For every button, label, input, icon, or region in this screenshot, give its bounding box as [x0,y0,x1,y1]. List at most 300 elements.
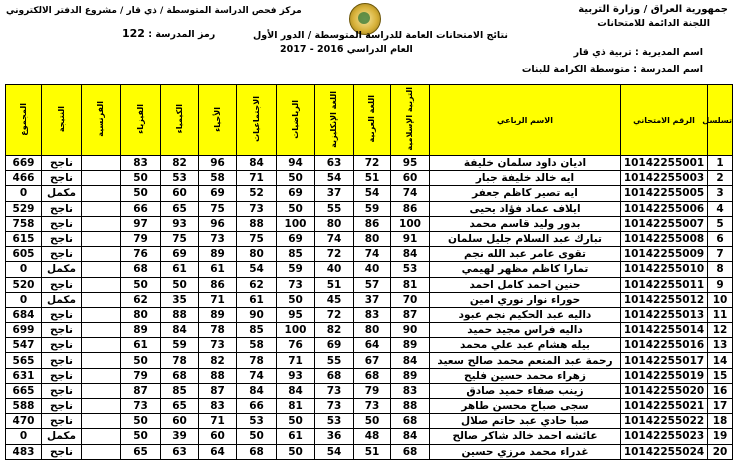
cell-exam-no: 10142255023 [621,429,708,444]
cell-seq: 10 [708,292,733,307]
cell-seq: 18 [708,414,733,429]
cell-physics: 89 [121,323,161,338]
cell-seq: 19 [708,429,733,444]
cell-exam-no: 10142255021 [621,399,708,414]
cell-physics: 66 [121,201,161,216]
cell-name: رحمة عبد المنعم محمد صالح سعيد [430,353,621,368]
cell-islamic: 53 [391,262,430,277]
cell-math: 93 [277,368,315,383]
cell-chemistry: 68 [161,368,199,383]
cell-physics: 61 [121,338,161,353]
cell-result: مكمل [42,292,82,307]
cell-biology: 75 [199,201,237,216]
cell-math: 50 [277,201,315,216]
cell-french [82,292,121,307]
cell-arabic: 86 [354,216,391,231]
cell-social: 90 [237,307,277,322]
cell-islamic: 84 [391,353,430,368]
cell-result: مكمل [42,429,82,444]
cell-math: 100 [277,323,315,338]
cell-english: 74 [315,231,354,246]
cell-total: 669 [6,156,42,171]
table-row [6,414,733,429]
cell-biology: 71 [199,292,237,307]
cell-arabic: 68 [354,368,391,383]
school-code-label: رمز المدرسة : [148,29,216,40]
cell-physics: 79 [121,368,161,383]
cell-arabic: 54 [354,186,391,201]
cell-social: 58 [237,338,277,353]
cell-seq: 7 [708,247,733,262]
cell-chemistry: 78 [161,353,199,368]
cell-biology: 60 [199,429,237,444]
cell-name: غدراء محمد مرزي حسين [430,444,621,459]
cell-name: تمارا كاظم مظهر لهيمي [430,262,621,277]
cell-name: اديان داود سلمان خليفة [430,156,621,171]
cell-result: ناجح [42,231,82,246]
header-school: اسم المدرسة : متوسطة الكرامة للبنات [521,64,703,75]
cell-total: 631 [6,368,42,383]
cell-total: 758 [6,216,42,231]
header-ministry: جمهورية العراق / وزارة التربية [578,4,728,15]
cell-social: 53 [237,414,277,429]
cell-math: 81 [277,399,315,414]
cell-exam-no: 10142255007 [621,216,708,231]
cell-total: 483 [6,444,42,459]
cell-name: بدور وليد قاسم محمد [430,216,621,231]
col-exam-no: الرقم الامتحاني [621,85,708,156]
cell-french [82,171,121,186]
cell-biology: 88 [199,368,237,383]
cell-chemistry: 39 [161,429,199,444]
cell-french [82,201,121,216]
cell-islamic: 68 [391,444,430,459]
cell-biology: 87 [199,383,237,398]
cell-chemistry: 93 [161,216,199,231]
cell-islamic: 86 [391,201,430,216]
cell-name: صبا حادي عبد حاتم صلال [430,414,621,429]
school-code-value: 122 [122,27,145,40]
cell-name: سجى صباح محسن طاهر [430,399,621,414]
header-directorate: اسم المديرية : تربية ذي قار [573,47,703,58]
cell-arabic: 79 [354,383,391,398]
cell-name: بيله هشام عبد علي محمد [430,338,621,353]
cell-exam-no: 10142255022 [621,414,708,429]
col-islamic: التربية الإسلامية [391,85,430,156]
cell-math: 59 [277,262,315,277]
cell-physics: 80 [121,307,161,322]
cell-arabic: 74 [354,247,391,262]
table-row [6,444,733,459]
cell-biology: 61 [199,262,237,277]
cell-islamic: 91 [391,231,430,246]
cell-exam-no: 10142255024 [621,444,708,459]
cell-seq: 14 [708,353,733,368]
cell-result: ناجح [42,399,82,414]
cell-islamic: 70 [391,292,430,307]
cell-seq: 8 [708,262,733,277]
cell-english: 72 [315,247,354,262]
cell-total: 0 [6,429,42,444]
cell-exam-no: 10142255006 [621,201,708,216]
cell-biology: 78 [199,323,237,338]
cell-english: 73 [315,383,354,398]
cell-name: داليه عبد الحكيم نجم عبود [430,307,621,322]
col-math: الرياضيات [277,85,315,156]
cell-biology: 96 [199,216,237,231]
cell-english: 72 [315,307,354,322]
cell-physics: 50 [121,277,161,292]
cell-chemistry: 50 [161,277,199,292]
cell-seq: 16 [708,383,733,398]
cell-name: ايه خالد خليفة جبار [430,171,621,186]
cell-result: ناجح [42,353,82,368]
cell-total: 588 [6,399,42,414]
cell-arabic: 37 [354,292,391,307]
cell-exam-no: 10142255011 [621,277,708,292]
cell-english: 80 [315,216,354,231]
cell-chemistry: 35 [161,292,199,307]
table-row [6,277,733,292]
cell-name: حنين احمد كامل احمد [430,277,621,292]
cell-social: 71 [237,171,277,186]
cell-math: 71 [277,353,315,368]
cell-arabic: 57 [354,277,391,292]
cell-seq: 9 [708,277,733,292]
cell-seq: 3 [708,186,733,201]
cell-math: 94 [277,156,315,171]
table-row [6,399,733,414]
col-physics: الفيزياء [121,85,161,156]
cell-exam-no: 10142255017 [621,353,708,368]
table-row [6,247,733,262]
cell-physics: 83 [121,156,161,171]
cell-total: 470 [6,414,42,429]
cell-physics: 79 [121,231,161,246]
cell-french [82,307,121,322]
cell-exam-no: 10142255020 [621,383,708,398]
cell-social: 66 [237,399,277,414]
cell-chemistry: 75 [161,231,199,246]
cell-social: 85 [237,323,277,338]
cell-french [82,444,121,459]
cell-biology: 69 [199,186,237,201]
header-results-title: نتائج الامتحانات العامة للدراسة المتوسطة / الدور الأول [253,30,508,41]
cell-arabic: 51 [354,444,391,459]
cell-result: ناجح [42,216,82,231]
cell-math: 84 [277,383,315,398]
cell-exam-no: 10142255001 [621,156,708,171]
cell-seq: 5 [708,216,733,231]
cell-math: 85 [277,247,315,262]
table-row [6,368,733,383]
table-row [6,353,733,368]
cell-physics: 50 [121,353,161,368]
cell-biology: 89 [199,307,237,322]
cell-biology: 89 [199,247,237,262]
cell-arabic: 83 [354,307,391,322]
cell-biology: 82 [199,353,237,368]
cell-chemistry: 88 [161,307,199,322]
cell-islamic: 74 [391,186,430,201]
cell-biology: 73 [199,338,237,353]
cell-french [82,353,121,368]
cell-result: ناجح [42,201,82,216]
cell-physics: 73 [121,399,161,414]
cell-name: زينب صفاء حميد صادق [430,383,621,398]
cell-name: تقوى عامر عبد الله نجم [430,247,621,262]
cell-biology: 96 [199,156,237,171]
cell-chemistry: 60 [161,186,199,201]
cell-total: 466 [6,171,42,186]
cell-seq: 17 [708,399,733,414]
cell-islamic: 88 [391,399,430,414]
cell-islamic: 89 [391,368,430,383]
cell-math: 100 [277,216,315,231]
cell-arabic: 67 [354,353,391,368]
cell-name: حوراء نوار نوري امين [430,292,621,307]
cell-islamic: 84 [391,247,430,262]
table-row [6,156,733,171]
cell-french [82,186,121,201]
cell-total: 547 [6,338,42,353]
cell-chemistry: 65 [161,399,199,414]
cell-french [82,383,121,398]
cell-english: 54 [315,171,354,186]
cell-result: ناجح [42,277,82,292]
cell-exam-no: 10142255012 [621,292,708,307]
cell-social: 52 [237,186,277,201]
cell-arabic: 80 [354,231,391,246]
cell-social: 88 [237,216,277,231]
cell-math: 95 [277,307,315,322]
cell-arabic: 59 [354,201,391,216]
cell-chemistry: 84 [161,323,199,338]
col-biology: الأحياء [199,85,237,156]
cell-seq: 6 [708,231,733,246]
cell-result: مكمل [42,262,82,277]
col-name: الاسم الرباعي [430,85,621,156]
cell-physics: 62 [121,292,161,307]
cell-physics: 68 [121,262,161,277]
cell-physics: 50 [121,171,161,186]
cell-math: 50 [277,171,315,186]
cell-chemistry: 61 [161,262,199,277]
results-table [5,84,733,460]
cell-math: 73 [277,277,315,292]
cell-name: داليه فراس مجيد حميد [430,323,621,338]
cell-physics: 76 [121,247,161,262]
cell-french [82,414,121,429]
cell-islamic: 90 [391,323,430,338]
col-french: الفرنسية [82,85,121,156]
cell-islamic: 95 [391,156,430,171]
cell-arabic: 50 [354,414,391,429]
cell-result: ناجح [42,414,82,429]
cell-biology: 58 [199,171,237,186]
cell-social: 68 [237,444,277,459]
cell-social: 73 [237,201,277,216]
cell-social: 62 [237,277,277,292]
cell-french [82,368,121,383]
cell-social: 54 [237,262,277,277]
cell-arabic: 51 [354,171,391,186]
cell-english: 37 [315,186,354,201]
cell-total: 565 [6,353,42,368]
cell-chemistry: 63 [161,444,199,459]
table-row [6,216,733,231]
cell-social: 75 [237,231,277,246]
cell-english: 36 [315,429,354,444]
cell-seq: 15 [708,368,733,383]
col-chemistry: الكيمياء [161,85,199,156]
cell-math: 69 [277,186,315,201]
cell-seq: 11 [708,307,733,322]
cell-english: 73 [315,399,354,414]
cell-name: ايلاف عماد فؤاد يحيى [430,201,621,216]
cell-arabic: 72 [354,156,391,171]
cell-physics: 50 [121,414,161,429]
cell-seq: 20 [708,444,733,459]
cell-social: 50 [237,429,277,444]
table-row [6,262,733,277]
cell-english: 63 [315,156,354,171]
cell-total: 0 [6,186,42,201]
cell-french [82,429,121,444]
cell-exam-no: 10142255013 [621,307,708,322]
col-total: المجموع [6,85,42,156]
table-row [6,201,733,216]
cell-physics: 50 [121,186,161,201]
cell-exam-no: 10142255009 [621,247,708,262]
cell-english: 68 [315,368,354,383]
cell-total: 699 [6,323,42,338]
cell-exam-no: 10142255019 [621,368,708,383]
cell-social: 84 [237,383,277,398]
cell-social: 84 [237,156,277,171]
cell-islamic: 89 [391,338,430,353]
cell-islamic: 87 [391,307,430,322]
cell-physics: 65 [121,444,161,459]
cell-arabic: 40 [354,262,391,277]
cell-chemistry: 85 [161,383,199,398]
cell-french [82,216,121,231]
cell-biology: 73 [199,231,237,246]
cell-physics: 87 [121,383,161,398]
cell-physics: 50 [121,429,161,444]
cell-french [82,156,121,171]
cell-biology: 71 [199,414,237,429]
cell-french [82,277,121,292]
cell-chemistry: 53 [161,171,199,186]
cell-exam-no: 10142255005 [621,186,708,201]
cell-math: 76 [277,338,315,353]
cell-total: 684 [6,307,42,322]
cell-english: 51 [315,277,354,292]
cell-french [82,338,121,353]
cell-english: 69 [315,338,354,353]
cell-french [82,323,121,338]
cell-math: 50 [277,444,315,459]
cell-total: 520 [6,277,42,292]
cell-french [82,262,121,277]
cell-islamic: 100 [391,216,430,231]
cell-seq: 1 [708,156,733,171]
col-english: اللغة الإنكليزية [315,85,354,156]
cell-chemistry: 65 [161,201,199,216]
cell-english: 55 [315,201,354,216]
cell-exam-no: 10142255008 [621,231,708,246]
cell-exam-no: 10142255014 [621,323,708,338]
table-row [6,186,733,201]
cell-chemistry: 69 [161,247,199,262]
cell-total: 529 [6,201,42,216]
cell-math: 50 [277,414,315,429]
table-row [6,171,733,186]
cell-physics: 97 [121,216,161,231]
header-committee: اللجنة الدائمة للامتحانات [597,18,710,29]
header-academic-year: العام الدراسي 2016 - 2017 [280,44,413,55]
cell-result: ناجح [42,338,82,353]
table-row [6,307,733,322]
cell-seq: 4 [708,201,733,216]
cell-islamic: 84 [391,429,430,444]
cell-arabic: 73 [354,399,391,414]
cell-exam-no: 10142255003 [621,171,708,186]
cell-biology: 83 [199,399,237,414]
cell-social: 80 [237,247,277,262]
cell-seq: 2 [708,171,733,186]
table-row [6,383,733,398]
cell-seq: 12 [708,323,733,338]
header-school-code [122,27,215,40]
cell-chemistry: 59 [161,338,199,353]
cell-islamic: 68 [391,414,430,429]
cell-arabic: 80 [354,323,391,338]
cell-total: 0 [6,262,42,277]
cell-math: 69 [277,231,315,246]
cell-english: 54 [315,444,354,459]
cell-name: ايه تصير كاظم جعفر [430,186,621,201]
cell-arabic: 64 [354,338,391,353]
cell-name: زهراء محمد حسين فليح [430,368,621,383]
table-row [6,429,733,444]
cell-islamic: 60 [391,171,430,186]
cell-english: 82 [315,323,354,338]
cell-total: 0 [6,292,42,307]
cell-english: 53 [315,414,354,429]
cell-name: تبارك عبد السلام جليل سلمان [430,231,621,246]
cell-exam-no: 10142255016 [621,338,708,353]
cell-exam-no: 10142255010 [621,262,708,277]
cell-chemistry: 82 [161,156,199,171]
cell-total: 605 [6,247,42,262]
cell-result: ناجح [42,383,82,398]
cell-total: 665 [6,383,42,398]
cell-chemistry: 60 [161,414,199,429]
cell-french [82,247,121,262]
table-row [6,338,733,353]
header-exam-center: مركز فحص الدراسة المتوسطة / ذي قار / مشروع الدفتر الالكتروني [6,6,302,16]
cell-total: 615 [6,231,42,246]
cell-french [82,399,121,414]
table-header-row [6,85,733,156]
cell-social: 74 [237,368,277,383]
cell-social: 61 [237,292,277,307]
cell-result: ناجح [42,368,82,383]
col-arabic: اللغة العربية [354,85,391,156]
cell-seq: 13 [708,338,733,353]
